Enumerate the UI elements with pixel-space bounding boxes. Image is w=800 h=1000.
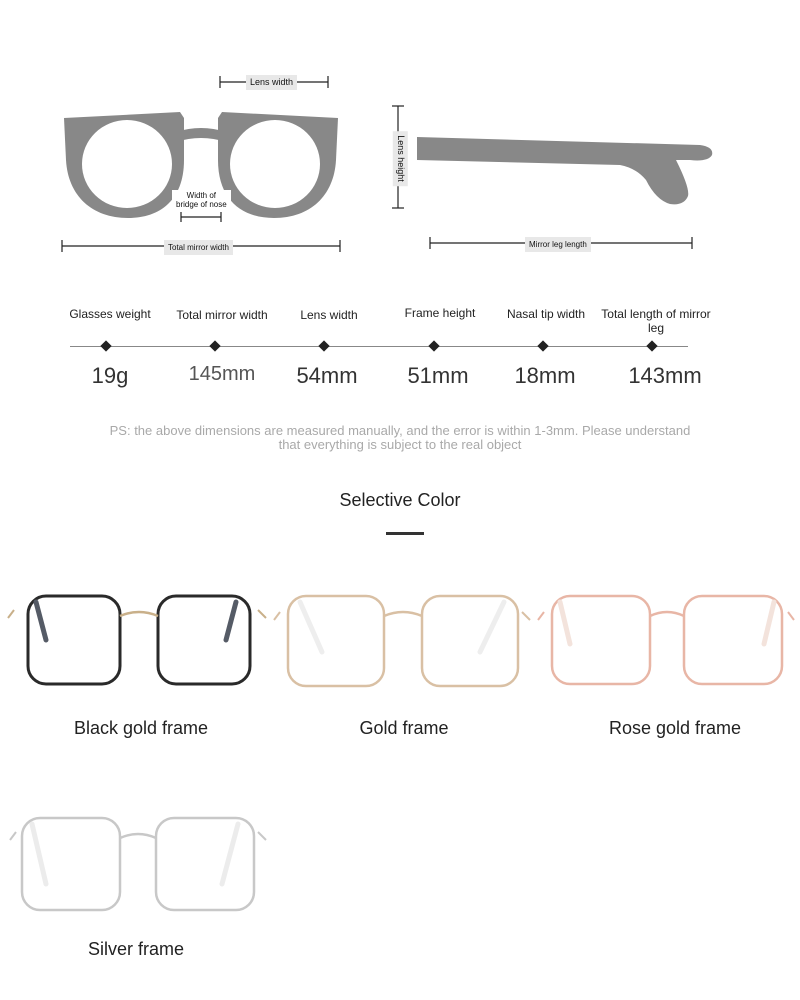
spec-value-total-width: 145mm bbox=[188, 363, 256, 385]
measurement-note: PS: the above dimensions are measured manually, and the error is within 1-3mm. Please understand that everything is subject to the real object bbox=[109, 423, 691, 452]
spec-timeline-line bbox=[70, 346, 688, 347]
color-caption-black-gold: Black gold frame bbox=[73, 718, 209, 738]
side-view-temple bbox=[417, 137, 712, 204]
mirror-leg-length-label: Mirror leg length bbox=[525, 237, 591, 252]
color-caption-silver: Silver frame bbox=[87, 939, 185, 959]
timeline-marker bbox=[646, 340, 657, 351]
spec-label-frame-height: Frame height bbox=[404, 306, 476, 320]
color-caption-gold: Gold frame bbox=[359, 718, 449, 738]
section-title: Selective Color bbox=[339, 490, 461, 510]
spec-value-nasal-tip: 18mm bbox=[514, 363, 576, 388]
spec-value-weight: 19g bbox=[91, 363, 129, 388]
bridge-width-label: Width of bridge of nose bbox=[172, 190, 231, 210]
timeline-marker bbox=[428, 340, 439, 351]
silver-glasses[interactable] bbox=[10, 818, 266, 910]
bridge-width-marker bbox=[181, 212, 221, 222]
total-mirror-width-label: Total mirror width bbox=[164, 240, 233, 255]
timeline-marker bbox=[318, 340, 329, 351]
black-gold-glasses[interactable] bbox=[8, 596, 266, 684]
spec-label-weight: Glasses weight bbox=[69, 307, 151, 321]
spec-label-total-width: Total mirror width bbox=[176, 308, 268, 322]
rose-gold-glasses[interactable] bbox=[538, 596, 794, 684]
timeline-marker bbox=[100, 340, 111, 351]
gold-glasses[interactable] bbox=[274, 596, 530, 686]
title-underline bbox=[386, 532, 424, 535]
color-options-row-2 bbox=[0, 800, 280, 920]
spec-label-lens-width: Lens width bbox=[300, 308, 358, 322]
timeline-marker bbox=[537, 340, 548, 351]
lens-height-label: Lens height bbox=[393, 131, 408, 186]
timeline-marker bbox=[209, 340, 220, 351]
color-caption-rose-gold: Rose gold frame bbox=[608, 718, 742, 738]
color-options-row bbox=[0, 580, 800, 700]
spec-value-leg-length: 143mm bbox=[628, 363, 702, 388]
lens-width-label: Lens width bbox=[246, 75, 297, 90]
spec-value-lens-width: 54mm bbox=[296, 363, 358, 388]
spec-label-leg-length: Total length of mirror leg bbox=[601, 307, 711, 335]
spec-label-nasal-tip: Nasal tip width bbox=[506, 307, 586, 321]
spec-value-frame-height: 51mm bbox=[407, 363, 469, 388]
